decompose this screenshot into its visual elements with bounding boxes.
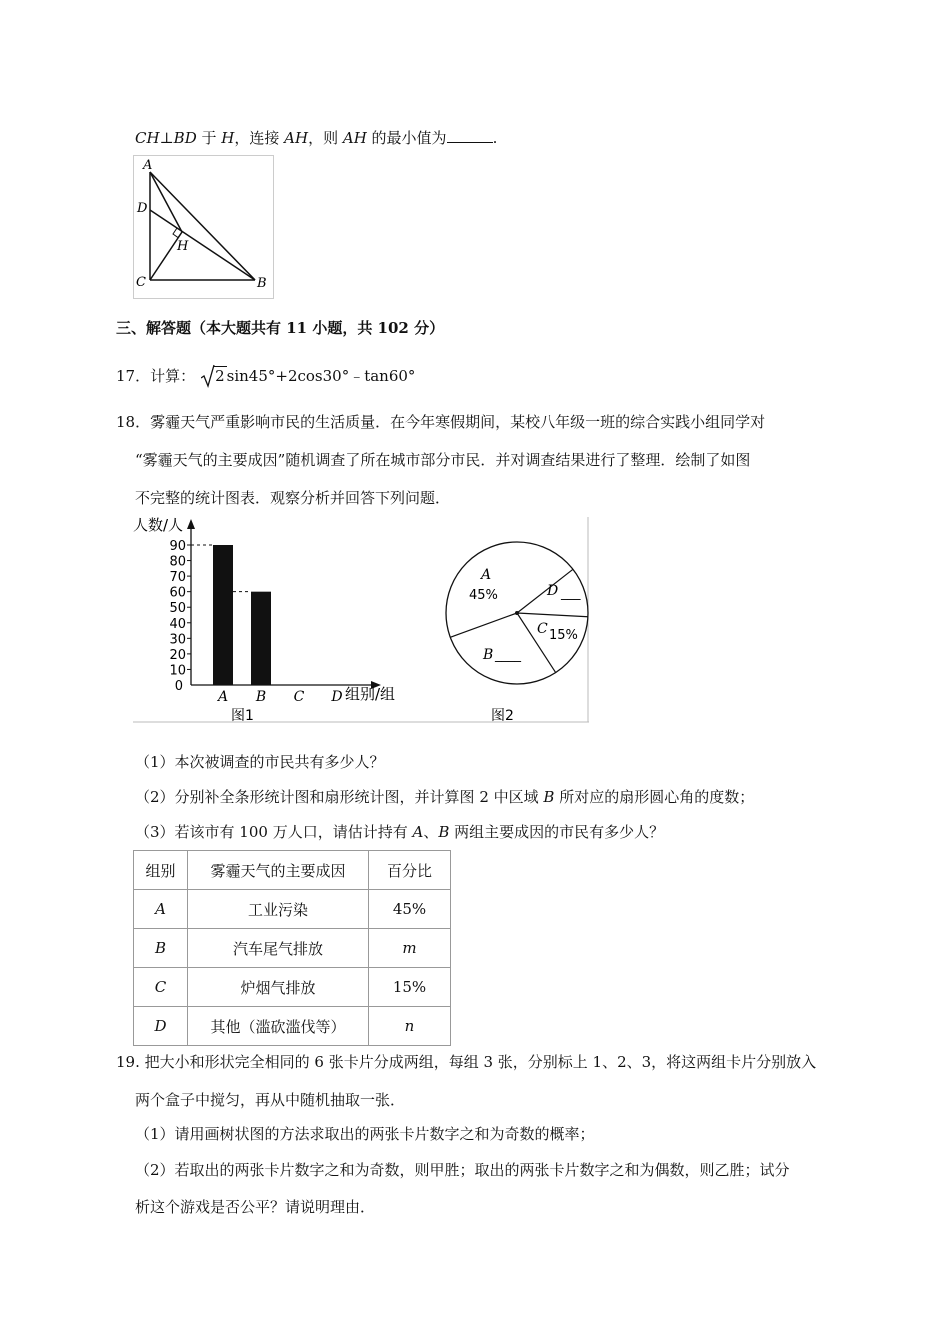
pie-slice-boundary <box>450 613 517 637</box>
label-d: D <box>137 201 148 216</box>
x-tick-label: A <box>217 689 229 705</box>
bar-chart <box>133 517 395 705</box>
y-axis-label: 人数/人 <box>133 517 184 534</box>
q16-ah1: AH <box>284 129 309 147</box>
table-cell-percent: 15% <box>369 968 451 1007</box>
table-cell-percent: n <box>369 1007 451 1046</box>
bar <box>213 545 233 685</box>
table-cell-percent: 45% <box>369 890 451 929</box>
q18-sub3-b: A <box>412 823 424 841</box>
fig2-caption: 图2 <box>491 708 514 723</box>
table-cell-cause: 工业污染 <box>188 890 369 929</box>
q19-line2: 两个盒子中搅匀，再从中随机抽取一张． <box>135 1091 406 1109</box>
q16-ch: CH <box>135 129 160 147</box>
q17-num: 17．计算： <box>116 367 196 385</box>
causes-table <box>133 850 451 1046</box>
segment-db <box>150 210 255 280</box>
table-row <box>134 890 451 929</box>
y-tick-label: 50 <box>169 601 186 617</box>
header-percent: 百分比 <box>369 851 451 890</box>
q18-sub2-c: 所对应的扇形圆心角的度数； <box>554 788 755 806</box>
q16-h: H <box>221 129 235 147</box>
table-cell-group: A <box>134 890 188 929</box>
y-axis-arrow <box>187 519 195 529</box>
table-row <box>134 929 451 968</box>
q19-sub1: （1）请用画树状图的方法求取出的两张卡片数字之和为奇数的概率； <box>135 1125 595 1143</box>
table-cell-percent: m <box>369 929 451 968</box>
y-tick-label: 60 <box>169 585 186 601</box>
q18-sub2 <box>135 787 754 807</box>
pie-value-label: 45% <box>469 588 498 603</box>
q17-radicand: 2 <box>215 367 225 385</box>
label-c: C <box>136 275 146 290</box>
q16-yu: 于 <box>196 129 222 147</box>
q16-ze: ，则 <box>308 129 343 147</box>
section-title: 三、解答题（本大题共有 11 小题，共 102 分） <box>116 319 445 337</box>
pie-value-label: 15% <box>549 628 578 643</box>
label-a: A <box>143 158 153 173</box>
q16-min: 的最小值为 <box>366 129 447 147</box>
pie-label: D <box>547 583 559 599</box>
segment-ab <box>150 172 255 280</box>
q18-figure <box>133 517 589 723</box>
table-cell-group: B <box>134 929 188 968</box>
fig1-caption: 图1 <box>231 708 254 723</box>
q18-sub3-d: B <box>438 823 450 841</box>
q19-sub2-line2: 析这个游戏是否公平？请说明理由． <box>135 1198 376 1216</box>
q16-lianjie: ，连接 <box>234 129 285 147</box>
pie-value-label: ___ <box>561 586 581 601</box>
x-tick-label: D <box>331 689 343 705</box>
segment-ah <box>150 172 182 232</box>
table-cell-cause: 炉烟气排放 <box>188 968 369 1007</box>
q18-sub2-a: （2）分别补全条形统计图和扇形统计图，并计算图 2 中区域 <box>135 788 544 806</box>
q18-line1: 18．雾霾天气严重影响市民的生活质量．在今年寒假期间，某校八年级一班的综合实践小组同学对 <box>116 413 766 431</box>
x-tick-label: B <box>255 689 267 705</box>
sqrt-symbol <box>201 366 227 386</box>
y-tick-label: 0 <box>174 679 183 694</box>
triangle-figure <box>133 155 275 300</box>
pie-label: A <box>481 567 492 583</box>
table-row <box>134 968 451 1007</box>
table-header-row <box>134 851 451 890</box>
q19-line1: 19. 把大小和形状完全相同的 6 张卡片分成两组，每组 3 张，分别标上 1、2、3，将这两组卡片分别放入 <box>116 1053 817 1071</box>
q17-expr: sin45°+2cos30°﹣tan60° <box>226 367 416 385</box>
label-b: B <box>257 276 267 291</box>
q18-sub3-c: 、 <box>423 823 439 841</box>
q16-bd: BD <box>173 129 197 147</box>
bar <box>251 592 271 685</box>
table-cell-group: D <box>134 1007 188 1046</box>
x-axis-label: 组别/组 <box>345 685 396 703</box>
q16-text <box>135 128 497 148</box>
q16-period: . <box>492 129 498 147</box>
q18-sub3-a: （3）若该市有 100 万人口，请估计持有 <box>135 823 413 841</box>
y-tick-label: 10 <box>169 663 186 679</box>
label-h: H <box>177 239 189 254</box>
y-tick-label: 40 <box>169 616 186 632</box>
pie-chart <box>446 542 588 684</box>
q18-sub2-b: B <box>543 788 555 806</box>
y-tick-label: 80 <box>169 554 186 570</box>
answer-blank <box>447 128 493 143</box>
q18-sub3-e: 两组主要成因的市民有多少人？ <box>449 823 665 841</box>
pie-label: B <box>483 647 494 663</box>
q18-line2: “雾霾天气的主要成因”随机调查了所在城市部分市民．并对调查结果进行了整理．绘制了如图 <box>135 451 751 469</box>
q18-sub1: （1）本次被调查的市民共有多少人？ <box>135 753 385 771</box>
pie-slice-boundary <box>517 613 588 617</box>
q19-sub2-line1: （2）若取出的两张卡片数字之和为奇数，则甲胜；取出的两张卡片数字之和为偶数，则乙胜；试分 <box>135 1161 790 1179</box>
table-row <box>134 1007 451 1046</box>
y-tick-label: 90 <box>169 539 186 554</box>
q18-sub3 <box>135 822 664 842</box>
q17 <box>116 366 415 386</box>
header-cause: 雾霾天气的主要成因 <box>188 851 369 890</box>
pie-center <box>515 611 519 615</box>
y-tick-label: 70 <box>169 570 186 586</box>
y-tick-label: 20 <box>169 647 186 663</box>
table-cell-group: C <box>134 968 188 1007</box>
q16-ah2: AH <box>342 129 367 147</box>
q16-perp: ⊥ <box>159 129 174 147</box>
q18-line3: 不完整的统计图表．观察分析并回答下列问题． <box>135 489 451 507</box>
table-cell-cause: 汽车尾气排放 <box>188 929 369 968</box>
x-tick-label: C <box>293 689 305 705</box>
table-cell-cause: 其他（滥砍滥伐等） <box>188 1007 369 1046</box>
header-group: 组别 <box>134 851 188 890</box>
y-tick-label: 30 <box>169 632 186 648</box>
pie-value-label: ____ <box>495 648 521 663</box>
pie-label: C <box>537 621 548 637</box>
